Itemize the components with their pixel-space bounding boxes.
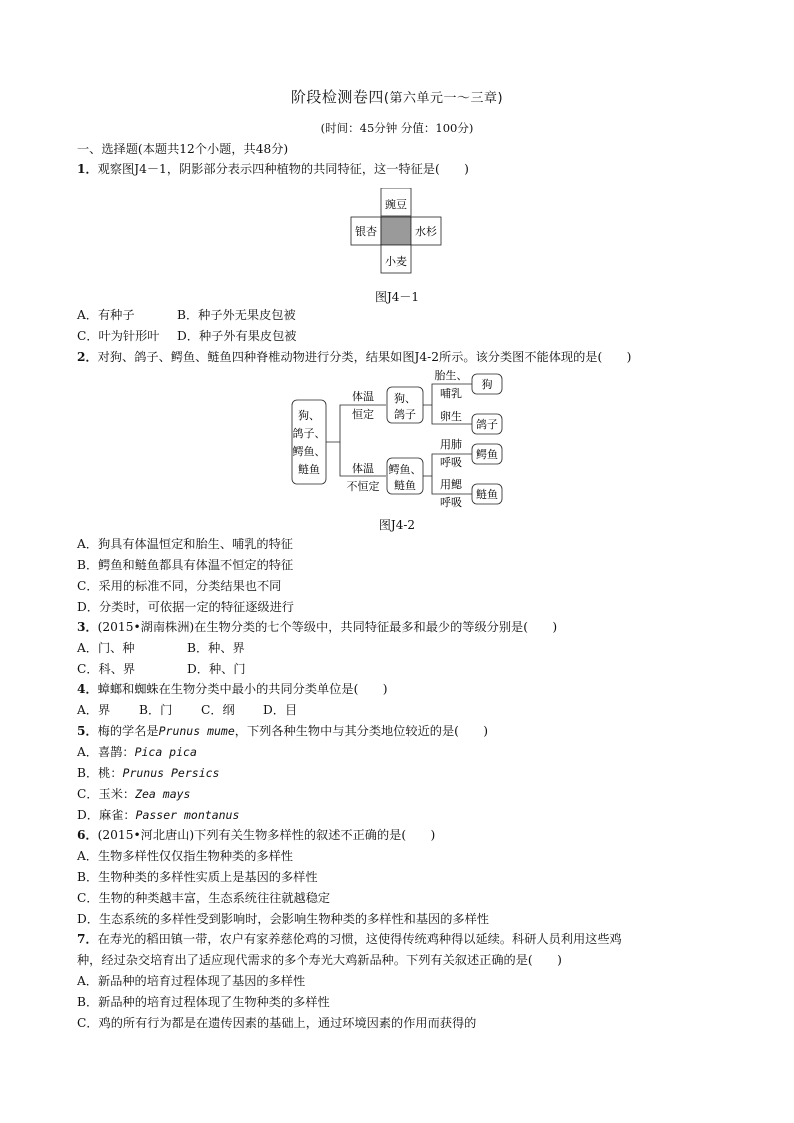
option-a: A．新品种的培育过程体现了基因的多样性 bbox=[77, 974, 306, 988]
question-stem: 对狗、鸽子、鳄鱼、鲢鱼四种脊椎动物进行分类，结果如图J4-2所示。该分类图不能体现的是( ) bbox=[97, 350, 632, 364]
exam-meta: (时间：45分钟 分值：100分) bbox=[320, 121, 474, 135]
page-title bbox=[0, 86, 794, 107]
fig2-leaf-label: 哺乳 bbox=[440, 387, 462, 400]
fig2-root-line: 鲢鱼 bbox=[298, 463, 320, 476]
question-stem: (2015•河北唐山)下列有关生物多样性的叙述不正确的是( ) bbox=[97, 828, 436, 842]
option-d: D．目 bbox=[263, 703, 298, 717]
option-label: B．桃： bbox=[77, 766, 123, 780]
question-stem-pre: 梅的学名是 bbox=[97, 724, 159, 738]
option-a: A．有种子 bbox=[77, 308, 135, 322]
figure-j4-1 bbox=[350, 188, 442, 274]
option-b: B．门 bbox=[139, 703, 173, 717]
option-b: B．种、界 bbox=[187, 641, 245, 655]
latin-name: Prunus Persics bbox=[122, 766, 220, 780]
fig1-label-top: 豌豆 bbox=[385, 198, 407, 211]
fig2-leaf-label: 呼吸 bbox=[440, 496, 462, 509]
question-1 bbox=[77, 162, 469, 176]
option-c: C．鸡的所有行为都是在遗传因素的基础上，通过环境因素的作用而获得的 bbox=[77, 1016, 477, 1030]
option-b bbox=[77, 766, 219, 780]
q4-options-row bbox=[77, 703, 297, 717]
option-a: A．界 bbox=[77, 703, 111, 717]
option-label: C．玉米： bbox=[77, 787, 136, 801]
fig2-leaf-label: 卵生 bbox=[440, 410, 462, 423]
latin-name: Zea mays bbox=[135, 787, 191, 801]
question-stem: 蟑螂和蜘蛛在生物分类中最小的共同分类单位是( ) bbox=[97, 682, 388, 696]
fig2-leaf-label: 用鳃 bbox=[440, 478, 462, 491]
question-number: 7． bbox=[77, 932, 98, 946]
option-b: B．新品种的培育过程体现了生物种类的多样性 bbox=[77, 995, 330, 1009]
latin-name: Pica pica bbox=[134, 745, 197, 759]
fig1-label-bottom: 小麦 bbox=[385, 255, 407, 268]
option-a: A．生物多样性仅仅指生物种类的多样性 bbox=[77, 849, 293, 863]
fig2-branch-label: 体温 bbox=[352, 462, 374, 475]
figure-caption: 图J4－1 bbox=[374, 290, 420, 304]
question-2 bbox=[77, 350, 631, 364]
fig2-branch-label: 恒定 bbox=[352, 408, 374, 421]
figure-j4-2 bbox=[290, 368, 505, 510]
option-c: C．科、界 bbox=[77, 662, 136, 676]
option-c: C．叶为针形叶 bbox=[77, 329, 160, 343]
option-a: A．门、种 bbox=[77, 641, 135, 655]
question-number: 4． bbox=[77, 682, 98, 696]
q1-options-row1 bbox=[77, 308, 296, 322]
fig2-leaf-text: 鸽子 bbox=[476, 418, 498, 431]
title-subtitle: (第六单元一～三章) bbox=[383, 91, 504, 106]
option-d: D．种子外有果皮包被 bbox=[177, 329, 297, 343]
latin-name: Prunus mume bbox=[158, 724, 235, 738]
question-7-cont: 种，经过杂交培育出了适应现代需求的多个寿光大鸡新品种。下列有关叙述正确的是( ) bbox=[77, 953, 562, 967]
option-c: C．生物的种类越丰富，生态系统往往就越稳定 bbox=[77, 891, 331, 905]
fig2-leaf-text: 鲢鱼 bbox=[476, 488, 498, 501]
fig2-branch-label: 不恒定 bbox=[346, 480, 380, 493]
option-b: B．种子外无果皮包被 bbox=[177, 308, 296, 322]
fig1-label-right: 水杉 bbox=[415, 225, 437, 238]
fig2-mid-bottom-line: 鲢鱼 bbox=[394, 479, 416, 492]
figure-caption: 图J4-2 bbox=[378, 518, 416, 532]
section-heading: 一、选择题(本题共12个小题，共48分) bbox=[77, 142, 289, 156]
fig1-cell-shaded bbox=[381, 217, 411, 245]
question-stem: 观察图J4－1，阴影部分表示四种植物的共同特征，这一特征是( ) bbox=[97, 162, 469, 176]
question-stem: (2015•湖南株洲)在生物分类的七个等级中，共同特征最多和最少的等级分别是( ) bbox=[97, 620, 558, 634]
option-b: B．生物种类的多样性实质上是基因的多样性 bbox=[77, 870, 318, 884]
option-d: D．种、门 bbox=[187, 662, 246, 676]
option-d: D．分类时，可依据一定的特征逐级进行 bbox=[77, 600, 294, 614]
option-a bbox=[77, 745, 197, 759]
question-4 bbox=[77, 682, 388, 696]
option-c bbox=[77, 787, 190, 801]
question-stem: 在寿光的稻田镇一带，农户有家养慈伦鸡的习惯，这使得传统鸡种得以延续。科研人员利用这些鸡 bbox=[97, 932, 622, 946]
q3-options-row2 bbox=[77, 662, 246, 676]
q1-options-row2 bbox=[77, 329, 296, 343]
fig1-label-left: 银杏 bbox=[355, 225, 377, 238]
q3-options-row1 bbox=[77, 641, 245, 655]
fig2-root-line: 鸽子、 bbox=[292, 427, 326, 440]
question-stem-post: ，下列各种生物中与其分类地位较近的是( ) bbox=[234, 724, 489, 738]
question-3 bbox=[77, 620, 557, 634]
option-a: A．狗具有体温恒定和胎生、哺乳的特征 bbox=[77, 537, 293, 551]
title-main: 阶段检测卷四 bbox=[290, 88, 384, 106]
question-number: 6． bbox=[77, 828, 98, 842]
question-6 bbox=[77, 828, 435, 842]
question-number: 3． bbox=[77, 620, 98, 634]
fig2-leaf-text: 鳄鱼 bbox=[476, 448, 498, 461]
fig2-mid-top-line: 鸽子 bbox=[394, 408, 416, 421]
fig2-leaf-text: 狗 bbox=[481, 378, 493, 391]
option-d: D．生态系统的多样性受到影响时，会影响生物种类的多样性和基因的多样性 bbox=[77, 912, 489, 926]
question-7 bbox=[77, 932, 622, 946]
option-d bbox=[77, 808, 239, 822]
fig2-root-line: 狗、 bbox=[298, 409, 320, 422]
fig2-mid-bottom-line: 鳄鱼、 bbox=[388, 463, 422, 476]
question-number: 5． bbox=[77, 724, 98, 738]
latin-name: Passer montanus bbox=[135, 808, 240, 822]
fig2-leaf-label: 呼吸 bbox=[440, 456, 462, 469]
option-b: B．鳄鱼和鲢鱼都具有体温不恒定的特征 bbox=[77, 558, 294, 572]
question-number: 1． bbox=[77, 162, 98, 176]
option-c: C．纲 bbox=[201, 703, 235, 717]
fig2-leaf-label: 用肺 bbox=[440, 438, 462, 451]
fig2-branch-label: 体温 bbox=[352, 390, 374, 403]
fig2-mid-top-line: 狗、 bbox=[394, 392, 416, 405]
option-label: A．喜鹊： bbox=[77, 745, 135, 759]
question-5 bbox=[77, 724, 488, 738]
fig2-root-line: 鳄鱼、 bbox=[292, 445, 326, 458]
question-number: 2． bbox=[77, 350, 98, 364]
option-label: D．麻雀： bbox=[77, 808, 136, 822]
option-c: C．采用的标准不同，分类结果也不同 bbox=[77, 579, 282, 593]
fig2-leaf-label: 胎生、 bbox=[434, 369, 468, 382]
